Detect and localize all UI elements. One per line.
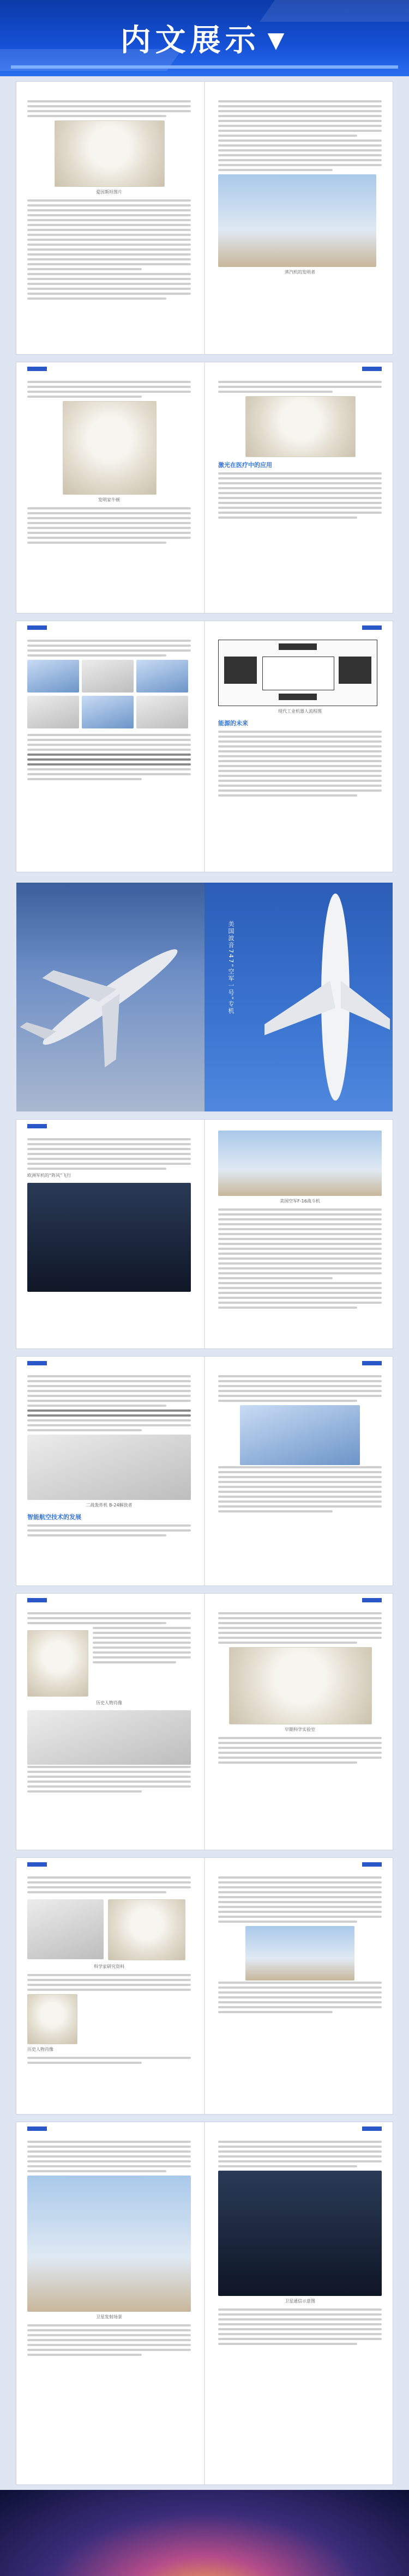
- page-title: [0, 16, 409, 60]
- figure: [245, 396, 356, 457]
- running-head: [27, 1361, 50, 1369]
- figure-caption: 现代工业机器人流程图: [278, 709, 322, 714]
- figure-caption: 历史人物肖像: [96, 1700, 122, 1705]
- figure-caption: 欧洲军机的“阵风”飞行: [27, 1173, 71, 1178]
- figure: [218, 174, 376, 267]
- spread-2: [16, 362, 393, 613]
- left-page: [27, 1876, 191, 2067]
- figure: [27, 1710, 191, 1765]
- gutter: [204, 1858, 205, 2114]
- figure: [27, 1899, 104, 1959]
- spread-6: [16, 1594, 393, 1850]
- gutter: [204, 82, 205, 354]
- figure-caption: 二战轰炸机 B-24解放者: [86, 1503, 133, 1508]
- running-head: [27, 1598, 50, 1606]
- running-head: [359, 367, 382, 374]
- gutter: [204, 621, 205, 872]
- header-banner: [0, 0, 409, 76]
- figure-caption: 发明家牛顿: [98, 497, 120, 502]
- spread-1: [16, 82, 393, 354]
- right-page: [218, 1127, 382, 1311]
- page-title-text: 内文展示: [120, 23, 260, 58]
- figure: [108, 1899, 185, 1960]
- gutter: [204, 362, 205, 613]
- running-head: [27, 367, 50, 374]
- left-page: [27, 381, 191, 546]
- gutter: [204, 2122, 205, 2484]
- running-head: [27, 1124, 50, 1132]
- figure-caption: 蒸汽机的发明者: [285, 270, 315, 275]
- figure: [63, 401, 157, 495]
- spread-7: [16, 1858, 393, 2114]
- figure: [245, 1926, 354, 1980]
- left-page: [27, 1612, 191, 1795]
- figure: [229, 1647, 372, 1724]
- right-page: [218, 640, 382, 799]
- airplane-icon: [16, 883, 204, 1111]
- running-head: [359, 1862, 382, 1870]
- gutter: [204, 1594, 205, 1850]
- left-page: [27, 100, 191, 302]
- right-page: [218, 2141, 382, 2348]
- banner-stripe: [11, 65, 398, 69]
- running-head: [27, 625, 50, 633]
- right-page: [218, 1375, 382, 1515]
- right-page: [218, 381, 382, 521]
- figure: [55, 120, 165, 187]
- triangle-down-icon: ▼: [267, 28, 289, 53]
- photo-spread: [16, 883, 393, 1111]
- aircraft-photo-right: [204, 883, 393, 1111]
- left-page: [27, 1138, 191, 1293]
- figure: [27, 1630, 88, 1697]
- figure: [218, 2171, 382, 2296]
- figure-caption: 爱因斯坦图片: [96, 190, 122, 195]
- gutter: [204, 1357, 205, 1585]
- section-heading: 激光在医疗中的应用: [218, 461, 272, 469]
- right-page: [218, 100, 382, 280]
- aircraft-photo-left: [16, 883, 204, 1111]
- figure-caption: 科学家研究资料: [94, 1964, 124, 1969]
- spread-4: [16, 1120, 393, 1348]
- section-heading: 能源的未来: [218, 720, 248, 727]
- footer-galaxy-image: [0, 2490, 409, 2576]
- figure: [27, 1435, 191, 1500]
- section-heading: 智能航空技术的发展: [27, 1514, 81, 1521]
- figure: [218, 1131, 382, 1196]
- figure: [27, 1994, 77, 2044]
- running-head: [27, 1862, 50, 1870]
- figure-grid: [27, 660, 191, 731]
- right-page: [218, 1876, 382, 2016]
- figure: [240, 1405, 360, 1465]
- spread-5: [16, 1357, 393, 1585]
- figure-caption: 卫星发射场景: [96, 2314, 122, 2319]
- photo-caption: 美国波音747“空军一号”专机: [227, 921, 234, 1015]
- spread-3: [16, 621, 393, 872]
- figure-caption: 美国空军F-16战斗机: [280, 1199, 320, 1204]
- running-head: [359, 1361, 382, 1369]
- spread-8: [16, 2122, 393, 2484]
- running-head: [27, 2127, 50, 2134]
- figure: [27, 1183, 191, 1292]
- running-head: [359, 625, 382, 633]
- process-diagram: [218, 640, 377, 706]
- gutter: [204, 1120, 205, 1348]
- figure: [27, 2176, 191, 2312]
- left-page: [27, 2141, 191, 2359]
- figure-caption: 卫星通信示意图: [285, 2299, 315, 2304]
- figure-caption: 早期科学实验室: [285, 1727, 315, 1732]
- running-head: [359, 1598, 382, 1606]
- running-head: [359, 2127, 382, 2134]
- figure-caption: 历史人物肖像: [27, 2047, 53, 2052]
- right-page: [218, 1612, 382, 1766]
- left-page: [27, 640, 191, 783]
- left-page: [27, 1375, 191, 1539]
